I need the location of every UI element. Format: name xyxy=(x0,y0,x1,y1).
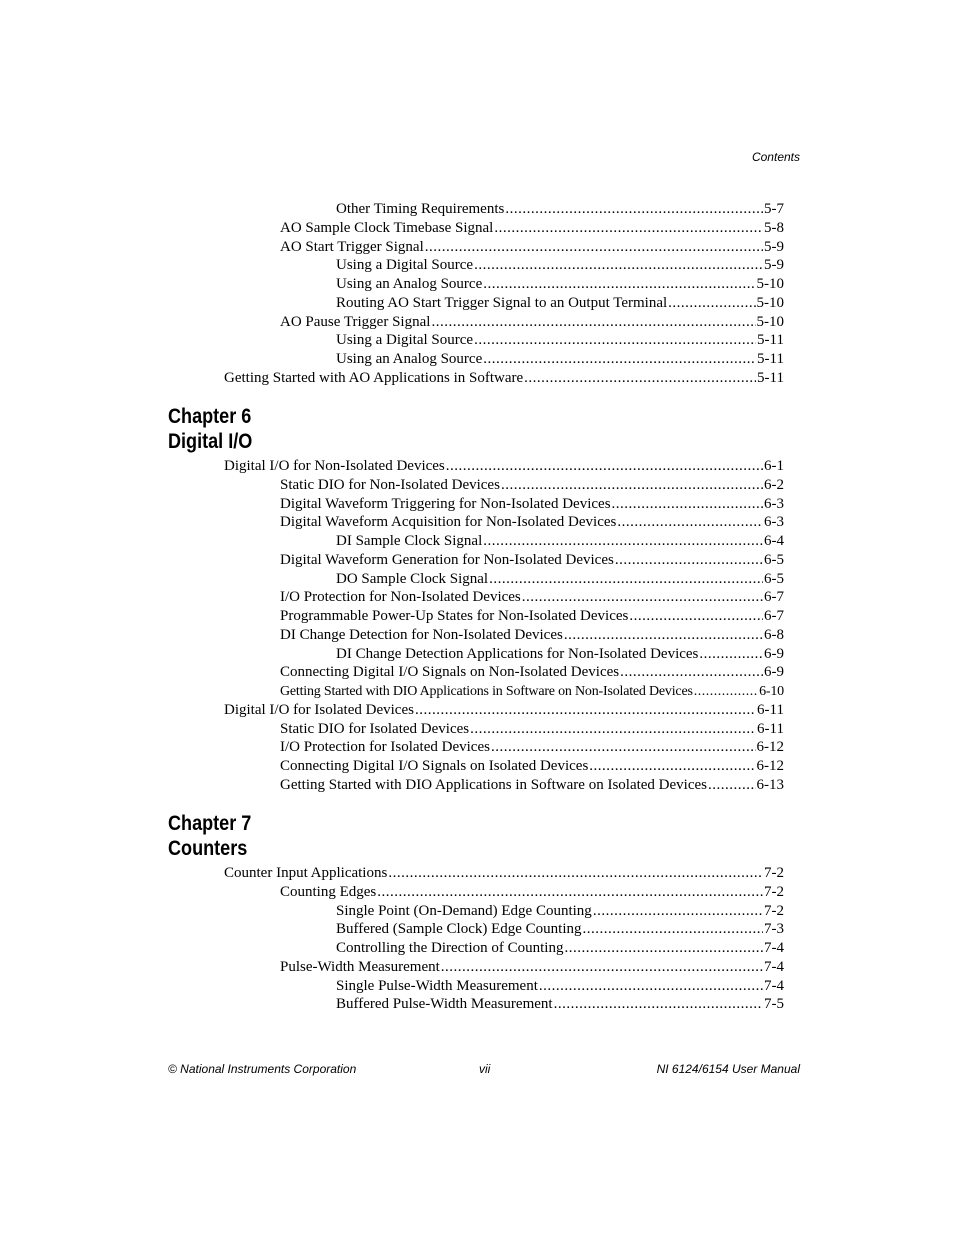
toc-entry[interactable] xyxy=(280,513,784,532)
toc-entry-title: Controlling the Direction of Counting xyxy=(336,940,564,956)
toc-entry-title: Counter Input Applications xyxy=(224,865,388,881)
toc-entry[interactable] xyxy=(336,275,784,294)
dot-leader xyxy=(388,864,763,883)
toc-entry-title: Connecting Digital I/O Signals on Non-Isolated Devices xyxy=(280,664,620,681)
dot-leader xyxy=(583,920,763,939)
toc-entry-page: 6-13 xyxy=(756,776,784,793)
toc-entry-title: Using a Digital Source xyxy=(336,257,474,274)
toc-entry-page: 6-7 xyxy=(764,608,784,624)
toc-entry[interactable] xyxy=(336,645,784,664)
dot-leader xyxy=(522,588,763,607)
toc-entry-page: 7-2 xyxy=(764,902,784,919)
toc-entry[interactable] xyxy=(336,200,784,219)
toc-entry-page: 5-11 xyxy=(757,351,784,367)
chapter-title: Digital I/O xyxy=(168,430,253,453)
chapter-title: Counters xyxy=(168,837,248,860)
dot-leader xyxy=(470,720,756,739)
toc-entry-title: Pulse-Width Measurement xyxy=(280,958,440,975)
toc-entry-page: 7-4 xyxy=(764,977,784,994)
dot-leader xyxy=(524,369,756,388)
toc-entry[interactable] xyxy=(280,626,784,645)
toc-entry[interactable] xyxy=(336,570,784,589)
toc-entry-title: DI Change Detection for Non-Isolated Devices xyxy=(280,626,563,643)
dot-leader xyxy=(612,495,763,514)
toc-entry[interactable] xyxy=(336,294,784,313)
toc-entry-title: AO Start Trigger Signal xyxy=(280,238,424,255)
toc-entry-page: 6-12 xyxy=(756,758,784,774)
toc-entry[interactable] xyxy=(280,776,784,795)
toc-entry-title: Connecting Digital I/O Signals on Isolated Devices xyxy=(280,758,589,774)
chapter-6-heading xyxy=(168,404,252,454)
toc-entry-title: Programmable Power-Up States for Non-Isolated Devices xyxy=(280,608,629,624)
toc-entry-page: 6-10 xyxy=(759,684,784,699)
dot-leader xyxy=(617,513,763,532)
toc-entry-title: Other Timing Requirements xyxy=(336,201,505,217)
toc-entry[interactable] xyxy=(280,720,784,739)
toc-entry-title: Digital Waveform Triggering for Non-Isolated Devices xyxy=(280,495,611,512)
toc-entry-page: 7-2 xyxy=(764,865,784,881)
toc-entry[interactable] xyxy=(336,920,784,939)
running-header: Contents xyxy=(751,150,800,164)
toc-entry[interactable] xyxy=(224,457,784,476)
toc-entry-title: I/O Protection for Non-Isolated Devices xyxy=(280,589,521,606)
toc-entry[interactable] xyxy=(280,313,784,332)
toc-entry[interactable] xyxy=(336,995,784,1014)
toc-entry[interactable] xyxy=(280,663,784,682)
toc-entry[interactable] xyxy=(280,757,784,776)
chapter-7-heading xyxy=(168,811,251,861)
toc-entry[interactable] xyxy=(280,219,784,238)
dot-leader xyxy=(505,200,763,219)
dot-leader xyxy=(589,757,755,776)
footer-copyright: © National Instruments Corporation xyxy=(168,1062,357,1076)
dot-leader xyxy=(564,626,763,645)
toc-entry-page: 7-3 xyxy=(764,921,784,938)
toc-entry-page: 6-9 xyxy=(764,664,784,681)
dot-leader xyxy=(425,238,763,257)
toc-entry-page: 6-4 xyxy=(764,533,784,549)
dot-leader xyxy=(415,701,756,720)
toc-entry[interactable] xyxy=(336,256,784,275)
toc-entry-page: 6-8 xyxy=(764,626,784,643)
toc-entry[interactable] xyxy=(280,607,784,626)
dot-leader xyxy=(564,939,763,958)
toc-entry-page: 6-1 xyxy=(764,458,784,474)
toc-entry-page: 5-7 xyxy=(764,201,784,217)
toc-entry-title: Getting Started with AO Applications in Software xyxy=(224,369,524,386)
toc-entry-title: DO Sample Clock Signal xyxy=(336,570,489,587)
footer-manual-title: NI 6124/6154 User Manual xyxy=(656,1062,800,1076)
toc-entry-title: Single Point (On-Demand) Edge Counting xyxy=(336,902,592,919)
footer-page-number: vii xyxy=(479,1062,491,1076)
dot-leader xyxy=(489,570,763,589)
toc-entry-page: 5-10 xyxy=(756,294,784,311)
dot-leader xyxy=(483,350,756,369)
toc-entry-page: 6-3 xyxy=(764,495,784,512)
dot-leader xyxy=(483,275,755,294)
toc-entry[interactable] xyxy=(280,588,784,607)
toc-entry-title: Digital Waveform Acquisition for Non-Isolated Devices xyxy=(280,514,617,531)
toc-entry[interactable] xyxy=(224,369,784,388)
toc-entry-title: Getting Started with DIO Applications in Software on Non-Isolated Devices xyxy=(280,684,693,699)
dot-leader xyxy=(501,476,763,495)
dot-leader xyxy=(431,313,755,332)
chapter-number: Chapter 6 xyxy=(168,405,252,428)
dot-leader xyxy=(699,645,763,664)
dot-leader xyxy=(491,738,756,757)
dot-leader xyxy=(539,977,763,996)
toc-entry-title: DI Change Detection Applications for Non-Isolated Devices xyxy=(336,645,699,662)
toc-entry-title: Static DIO for Isolated Devices xyxy=(280,720,470,737)
toc-entry-page: 6-11 xyxy=(757,720,784,737)
dot-leader xyxy=(474,256,763,275)
toc-entry-page: 7-4 xyxy=(764,958,784,975)
toc-entry[interactable] xyxy=(336,350,784,369)
toc-entry[interactable] xyxy=(336,939,784,958)
toc-entry-page: 6-3 xyxy=(764,514,784,531)
toc-entry-title: Buffered Pulse-Width Measurement xyxy=(336,996,553,1013)
toc-entry[interactable] xyxy=(280,238,784,257)
toc-entry-page: 5-10 xyxy=(756,276,784,292)
dot-leader xyxy=(474,331,756,350)
toc-entry-page: 6-5 xyxy=(764,551,784,568)
toc-entry-title: Using a Digital Source xyxy=(336,332,474,349)
toc-entry-title: Getting Started with DIO Applications in Software on Isolated Devices xyxy=(280,776,707,793)
dot-leader xyxy=(615,551,763,570)
toc-entry[interactable] xyxy=(336,532,784,551)
toc-entry-title: Routing AO Start Trigger Signal to an Output Terminal xyxy=(336,294,668,311)
toc-entry[interactable] xyxy=(280,476,784,495)
toc-entry-page: 5-10 xyxy=(756,313,784,330)
dot-leader xyxy=(554,995,763,1014)
toc-entry-title: Digital I/O for Non-Isolated Devices xyxy=(224,458,445,474)
toc-entry-page: 6-7 xyxy=(764,589,784,606)
toc-entry-page: 6-9 xyxy=(764,645,784,662)
toc-entry[interactable] xyxy=(336,331,784,350)
dot-leader xyxy=(593,902,763,921)
toc-entry-title: Digital I/O for Isolated Devices xyxy=(224,701,414,718)
toc-entry-page: 5-11 xyxy=(757,369,784,386)
toc-entry-title: Single Pulse-Width Measurement xyxy=(336,977,538,994)
toc-entry[interactable] xyxy=(280,551,784,570)
toc-entry-page: 5-9 xyxy=(764,257,784,274)
toc-entry-page: 7-4 xyxy=(764,940,784,956)
toc-entry-page: 5-9 xyxy=(764,238,784,255)
toc-entry-page: 7-2 xyxy=(764,883,784,900)
toc-entry-page: 6-11 xyxy=(757,701,784,718)
toc-entry[interactable] xyxy=(224,864,784,883)
toc-entry[interactable] xyxy=(280,958,784,977)
dot-leader xyxy=(694,682,758,701)
toc-entry-page: 6-5 xyxy=(764,570,784,587)
toc-entry[interactable] xyxy=(336,902,784,921)
toc-entry[interactable] xyxy=(224,701,784,720)
dot-leader xyxy=(494,219,763,238)
dot-leader xyxy=(446,457,763,476)
toc-entry-page: 5-8 xyxy=(764,219,784,236)
dot-leader xyxy=(483,532,763,551)
toc-entry-title: Digital Waveform Generation for Non-Isolated Devices xyxy=(280,551,614,568)
toc-entry-title: AO Pause Trigger Signal xyxy=(280,313,431,330)
dot-leader xyxy=(377,883,763,902)
toc-entry[interactable] xyxy=(280,883,784,902)
dot-leader xyxy=(629,607,763,626)
dot-leader xyxy=(620,663,763,682)
toc-entry-page: 7-5 xyxy=(764,996,784,1013)
chapter-number: Chapter 7 xyxy=(168,812,252,835)
toc-entry-title: Static DIO for Non-Isolated Devices xyxy=(280,476,500,493)
toc-entry[interactable] xyxy=(280,738,784,757)
dot-leader xyxy=(668,294,755,313)
toc-entry-title: Using an Analog Source xyxy=(336,351,483,367)
toc-entry[interactable] xyxy=(280,682,784,701)
toc-entry-page: 6-12 xyxy=(756,739,784,756)
toc-entry-title: Counting Edges xyxy=(280,883,377,900)
toc-entry-title: AO Sample Clock Timebase Signal xyxy=(280,219,494,236)
toc-entry[interactable] xyxy=(280,495,784,514)
dot-leader xyxy=(441,958,763,977)
toc-entry-title: Using an Analog Source xyxy=(336,276,483,292)
toc-entry-title: DI Sample Clock Signal xyxy=(336,533,483,549)
toc-entry[interactable] xyxy=(336,977,784,996)
toc-entry-page: 6-2 xyxy=(764,476,784,493)
toc-entry-page: 5-11 xyxy=(757,332,784,349)
dot-leader xyxy=(708,776,756,795)
toc-entry-title: Buffered (Sample Clock) Edge Counting xyxy=(336,921,582,938)
toc-entry-title: I/O Protection for Isolated Devices xyxy=(280,739,490,756)
